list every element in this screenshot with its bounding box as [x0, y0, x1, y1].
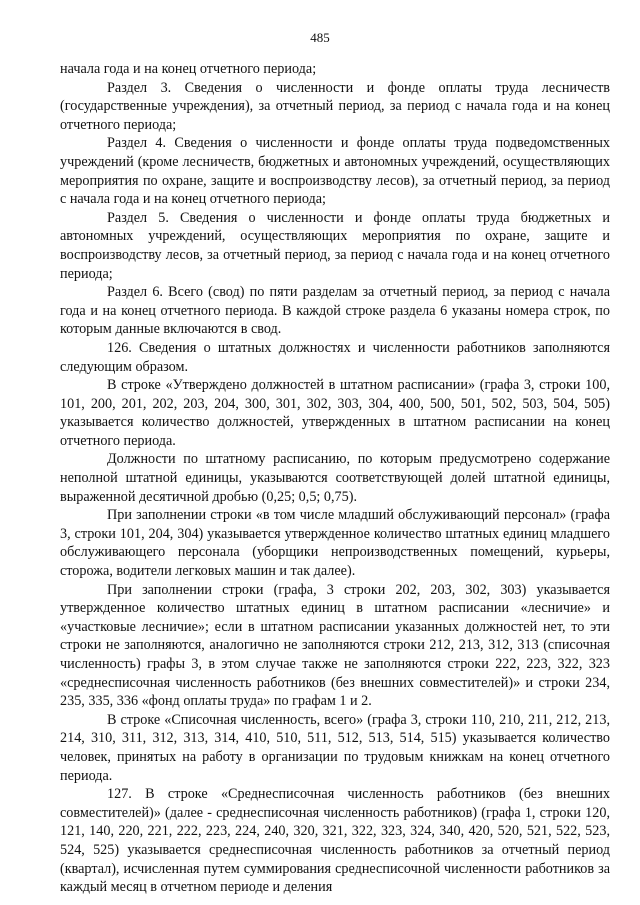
page-number: 485: [310, 30, 330, 45]
paragraph: Раздел 3. Сведения о численности и фонде оплаты труда лесничеств (государственные учреждения), за отчетный период, за период с начала года и на конец отчетного периода;: [60, 79, 610, 133]
paragraph: 126. Сведения о штатных должностях и численности работников заполняются следующим образом.: [60, 339, 610, 375]
paragraph: Раздел 6. Всего (свод) по пяти разделам за отчетный период, за период с начала года и на конец отчетного периода. В каждой строке раздела 6 указаны номера строк, по которым данные включаются в свод.: [60, 284, 610, 338]
paragraph: Раздел 4. Сведения о численности и фонде оплаты труда подведомственных учреждений (кроме лесничеств, бюджетных и автономных учреждений, осуществляющих мероприятия по охране, защите и воспроизводству лесов), за отчетный период, за период с начала года и на конец отчетного периода;: [60, 135, 610, 208]
body-text: [60, 60, 610, 897]
paragraph: При заполнении строки (графа, 3 строки 202, 203, 302, 303) указывается утвержденное количество штатных единиц в штатном расписании «лесничие» и «участковые лесничие»; если в штатном расписании указанных должностей нет, то эти строки не заполняются, аналогично не заполняются строки 212, 213, 312, 313 (списочная численность) графы 3, в этом случае также не заполняются строки 222, 223, 322, 323 «среднесписочная численность работников (без внешних совместителей)» и строки 234, 235, 335, 336 «фонд оплаты труда» по графам 1 и 2.: [60, 581, 610, 710]
paragraph: При заполнении строки «в том числе младший обслуживающий персонал» (графа 3, строки 101, 204, 304) указывается утвержденное количество штатных единиц младшего обслуживающего персонала (уборщики непроизводственных помещений, курьеры, сторожа, водители легковых машин и так далее).: [60, 507, 610, 580]
paragraph: Должности по штатному расписанию, по которым предусмотрено содержание неполной штатной единицы, указываются соответствующей долей штатной единицы, выраженной десятичной дробью (0,25; 0,5; 0,75).: [60, 451, 610, 505]
paragraph: начала года и на конец отчетного периода;: [60, 61, 317, 77]
paragraph: 127. В строке «Среднесписочная численность работников (без внешних совместителей)» (далее - среднесписочная численность работников) (графа 1, строки 120, 121, 140, 220, 221, 222, 223, 224, 240, 320, 321, 322, 323, 324, 340, 420, 520, 521, 522, 523, 524, 525) указывается среднесписочная численность работников за отчетный период (квартал), исчисленная путем суммирования среднесписочной численности работников за каждый месяц в отчетном периоде и деления: [60, 786, 610, 896]
paragraph: Раздел 5. Сведения о численности и фонде оплаты труда бюджетных и автономных учреждений, осуществляющих мероприятия по охране, защите и воспроизводству лесов, за отчетный период, за период с начала года и на конец отчетного периода;: [60, 209, 610, 282]
paragraph: В строке «Утверждено должностей в штатном расписании» (графа 3, строки 100, 101, 200, 201, 202, 203, 204, 300, 301, 302, 303, 304, 400, 500, 501, 502, 503, 504, 505) указывается количество должностей, утвержденных в штатном расписании на конец отчетного периода.: [60, 377, 610, 449]
paragraph: В строке «Списочная численность, всего» (графа 3, строки 110, 210, 211, 212, 213, 214, 310, 311, 312, 313, 314, 410, 510, 511, 512, 513, 514, 515) указывается количество человек, принятых на работу в организации по трудовым книжкам на конец отчетного периода.: [60, 711, 610, 784]
